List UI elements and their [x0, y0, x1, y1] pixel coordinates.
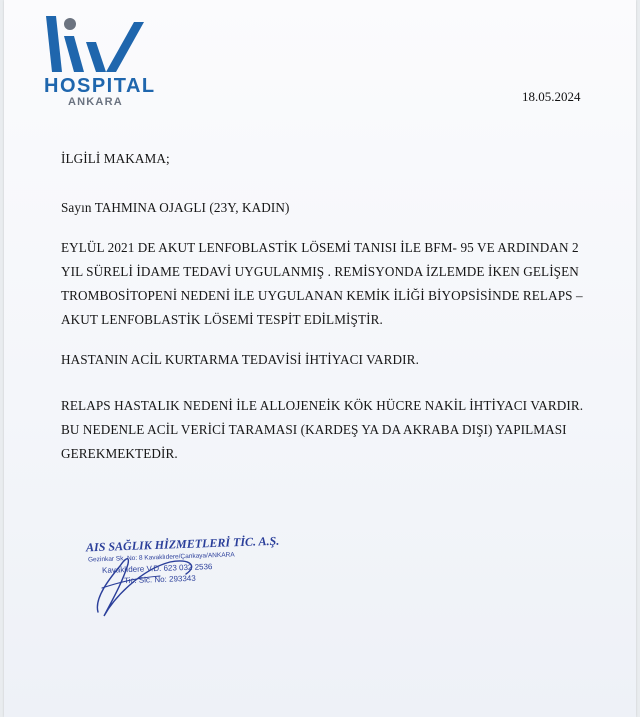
paragraph-line: YIL SÜRELİ İDAME TEDAVİ UYGULANMIŞ . REMİSYONDA İZLEMDE İKEN GELİŞEN: [61, 264, 579, 279]
paragraph-line: AKUT LENFOBLASTİK LÖSEMİ TESPİT EDİLMİŞTİR.: [61, 312, 383, 327]
stamp-registry: Tic. Sic. No: 293343: [123, 573, 196, 586]
letter-date: 18.05.2024: [522, 89, 581, 104]
stamp-company: AIS SAĞLIK HİZMETLERİ TİC. A.Ş.: [85, 533, 280, 555]
paragraph-line: EYLÜL 2021 DE AKUT LENFOBLASTİK LÖSEMİ TANISI İLE BFM- 95 VE ARDINDAN 2: [61, 240, 579, 255]
signature-mark: [90, 548, 230, 623]
stamp-address: Gezinkar Sk. No: 8 Kavaklıdere/Çankaya/ANKARA: [87, 551, 235, 564]
logo-hospital-text: HOSPITAL: [44, 75, 156, 97]
paragraph-line: GEREKMEKTEDİR.: [61, 446, 178, 461]
letter-page: [4, 0, 636, 717]
liv-logo-mark: [40, 12, 160, 76]
patient-line: Sayın TAHMINA OJAGLI (23Y, KADIN): [61, 200, 290, 215]
paragraph-treatment-need: HASTANIN ACİL KURTARMA TEDAVİSİ İHTİYACI VARDIR.: [61, 352, 419, 367]
paragraph-line: TROMBOSİTOPENİ NEDENİ İLE UYGULANAN KEMİK İLİĞİ BİYOPSİSİNDE RELAPS –: [61, 288, 583, 303]
paragraph-diagnosis: [61, 236, 583, 332]
paragraph-line: BU NEDENLE ACİL VERİCİ TARAMASI (KARDEŞ YA DA AKRABA DIŞI) YAPILMASI: [61, 422, 567, 437]
hospital-logo: [40, 12, 160, 76]
salutation: İLGİLİ MAKAMA;: [61, 151, 170, 166]
stamp-tax: Kavaklıdere V.D. 623 032 2536: [101, 562, 213, 575]
paragraph-transplant: [61, 394, 583, 466]
paragraph-line: RELAPS HASTALIK NEDENİ İLE ALLOJENEİK KÖK HÜCRE NAKİL İHTİYACI VARDIR.: [61, 398, 584, 413]
logo-city-text: ANKARA: [68, 96, 123, 108]
